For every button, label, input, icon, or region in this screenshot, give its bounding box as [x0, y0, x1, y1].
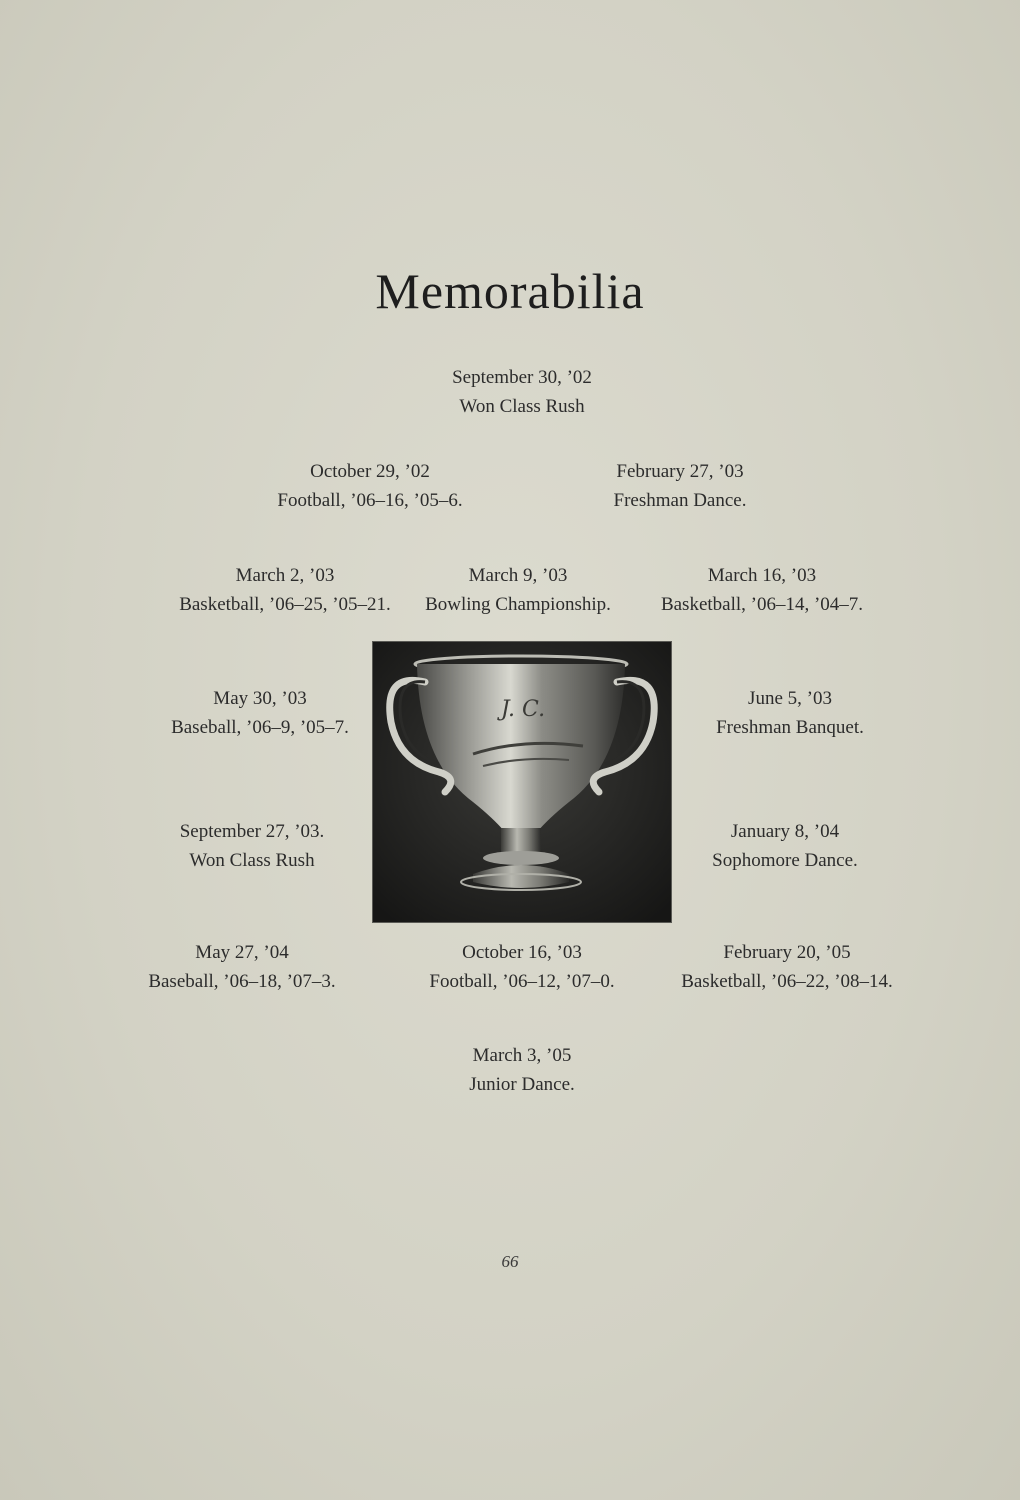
- entry-event: Baseball, ’06–9, ’05–7.: [171, 717, 349, 738]
- entry-date: June 5, ’03: [748, 688, 832, 709]
- memorabilia-entry: [372, 363, 672, 421]
- memorabilia-entry: [640, 684, 940, 742]
- entry-event: Won Class Rush: [189, 850, 315, 871]
- entry-event: Junior Dance.: [469, 1074, 575, 1095]
- memorabilia-entry: [372, 938, 672, 996]
- entry-date: February 20, ’05: [723, 942, 851, 963]
- entry-event: Basketball, ’06–14, ’04–7.: [660, 594, 864, 615]
- entry-date: March 2, ’03: [235, 565, 335, 586]
- memorabilia-entry: [102, 817, 402, 875]
- memorabilia-entry: [635, 817, 935, 875]
- entry-event: Basketball, ’06–22, ’08–14.: [681, 971, 893, 992]
- entry-date: March 3, ’05: [472, 1045, 572, 1066]
- memorabilia-entry: [220, 457, 520, 515]
- engraving-text: J. C.: [500, 697, 546, 722]
- entry-event: Football, ’06–16, ’05–6.: [277, 490, 463, 511]
- entry-date: September 30, ’02: [452, 367, 592, 388]
- memorabilia-entry: [92, 938, 392, 996]
- trophy-photo: [372, 641, 672, 923]
- memorabilia-entry: [530, 457, 830, 515]
- entry-event: Freshman Dance.: [613, 490, 747, 511]
- memorabilia-entry: [612, 561, 912, 619]
- entry-date: January 8, ’04: [730, 821, 840, 842]
- page-number: 66: [501, 1252, 519, 1271]
- entry-date: September 27, ’03.: [179, 821, 325, 842]
- entry-event: Baseball, ’06–18, ’07–3.: [148, 971, 336, 992]
- entry-date: March 9, ’03: [468, 565, 568, 586]
- entry-date: October 16, ’03: [462, 942, 582, 963]
- entry-date: February 27, ’03: [616, 461, 744, 482]
- page-title: Memorabilia: [375, 263, 645, 319]
- entry-event: Basketball, ’06–25, ’05–21.: [179, 594, 391, 615]
- entry-date: October 29, ’02: [310, 461, 430, 482]
- memorabilia-entry: [110, 684, 410, 742]
- entry-date: May 30, ’03: [213, 688, 307, 709]
- memorabilia-entry: [637, 938, 937, 996]
- entry-event: Won Class Rush: [459, 396, 585, 417]
- trophy-cup-icon: [373, 642, 671, 922]
- entry-date: May 27, ’04: [195, 942, 289, 963]
- entry-event: Bowling Championship.: [425, 594, 611, 615]
- entry-date: March 16, ’03: [707, 565, 817, 586]
- entry-event: Sophomore Dance.: [712, 850, 858, 871]
- memorabilia-entry: [372, 1041, 672, 1099]
- entry-event: Freshman Banquet.: [716, 717, 864, 738]
- entry-event: Football, ’06–12, ’07–0.: [429, 971, 615, 992]
